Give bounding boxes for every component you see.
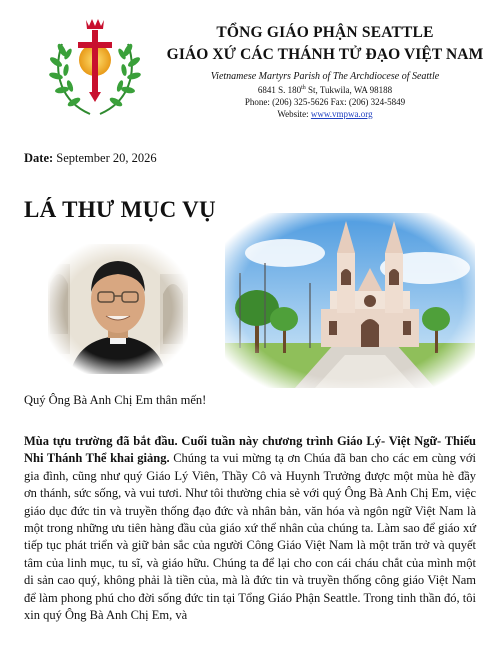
archdiocese-name: TỔNG GIÁO PHẬN SEATTLE: [216, 24, 434, 41]
parish-website: Website: www.vmpwa.org: [277, 109, 373, 119]
letter-date: Date: September 20, 2026: [24, 151, 157, 165]
parish-address: 6841 S. 180th St, Tukwila, WA 98188: [257, 85, 393, 95]
parish-logo-icon: [42, 14, 148, 120]
body-text: Chúng ta vui mừng tạ ơn Chúa đã ban cho các em cùng với gia đình, cũng như quý Giáo Lý Viên, Thầy Cô và Huynh Trưởng được một mùa hè đầy ơn thánh, sức sống, và vui tươi. Như tôi thường chia sẻ với quý Ông Bà Anh Chị Em, việc giáo dục đức tin và truyền thống đạo đức và nhân bản, văn hóa và ngôn ngữ Việt Nam là một trong những ưu tiên hàng đầu của giáo xứ thể nhân của chúng ta. Làm sao để giáo xứ tiếp tục phát triển và giữ bản sắc của người Công Giáo Việt Nam là một trăn trở và quyết tâm của linh mục, tu sĩ, và giáo hữu. Chúng ta để lại cho con cái cháu chắt của mình một di sản cao quý, không phải là tiền của, mà là đức tin và truyền thống công giáo Việt Nam để làm phong phú cho đời sống đức tin tại Tổng Giáo Phận Seattle. Trong tinh thần đó, tôi xin quý Ông Bà Anh Chị Em, và: [24, 451, 476, 623]
letter-title: LÁ THƯ MỤC VỤ: [24, 197, 216, 222]
greeting: Quý Ông Bà Anh Chị Em thân mến!: [24, 393, 207, 407]
body-lead: Mùa tựu trường đã bắt đầu. Cuối tuần này chương trình Giáo Lý- Việt Ngữ- Thiếu Nhi Thánh Thể khai giảng.: [24, 434, 476, 466]
church-illustration: [225, 213, 475, 388]
parish-phone: Phone: (206) 325-5626 Fax: (206) 324-5849: [244, 97, 406, 107]
parish-name: GIÁO XỨ CÁC THÁNH TỬ ĐẠO VIỆT NAM: [166, 46, 484, 63]
letter-body: [24, 433, 476, 624]
website-link[interactable]: www.vmpwa.org: [310, 109, 373, 119]
parish-subtitle: Vietnamese Martyrs Parish of The Archdiocese of Seattle: [210, 71, 440, 82]
priest-portrait: [48, 244, 188, 374]
